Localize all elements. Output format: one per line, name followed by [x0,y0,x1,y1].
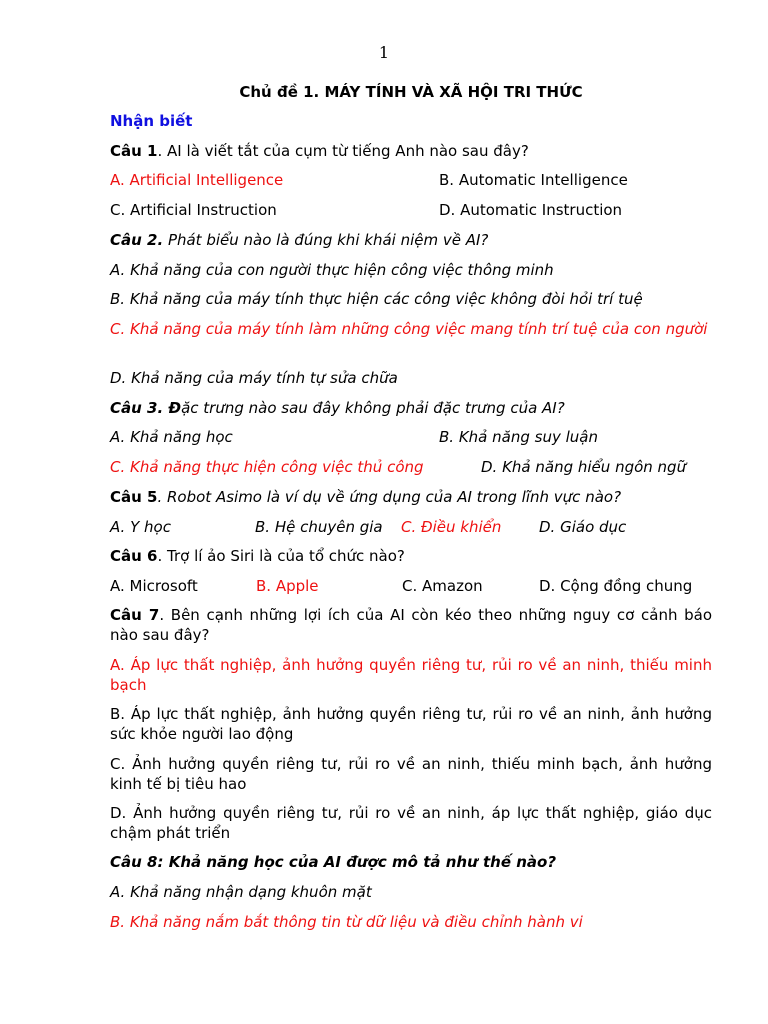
question-2-option-c: C. Khả năng của máy tính làm những công việc mang tính trí tuệ của con người [110,320,708,338]
question-3-text-bold: Đ [163,399,182,417]
question-7-text: . Bên cạnh những lợi ích của AI còn kéo theo những nguy cơ cảnh báo nào sau đây? [110,606,712,644]
question-1-option-a: A. Artificial Intelligence [110,171,284,189]
question-6-label: Câu 6 [110,547,158,565]
question-2-text: Phát biểu nào là đúng khi khái niệm về AI? [163,231,489,249]
question-1-option-b: B. Automatic Intelligence [439,171,628,189]
question-7-option-d: D. Ảnh hưởng quyền riêng tư, rủi ro về an ninh, áp lực thất nghiệp, giáo dục chậm phát triển [110,804,712,842]
question-5-option-c: C. Điều khiển [401,518,502,536]
question-2 [110,230,712,250]
question-5-option-a: A. Y học [110,518,171,536]
question-2-option-d: D. Khả năng của máy tính tự sửa chữa [110,369,398,387]
question-6-text: . Trợ lí ảo Siri là của tổ chức nào? [157,547,405,565]
question-8-option-b: B. Khả năng nắm bắt thông tin từ dữ liệu và điều chỉnh hành vi [110,913,583,931]
question-3-text: ặc trưng nào sau đây không phải đặc trưng của AI? [181,399,565,417]
question-1 [110,141,712,161]
question-3-label: Câu 3. [110,399,164,417]
question-7 [110,605,712,645]
question-5-option-b: B. Hệ chuyên gia [255,518,383,536]
question-3-option-a: A. Khả năng học [110,428,233,446]
question-6-option-d: D. Cộng đồng chung [539,577,693,595]
question-3-option-c: C. Khả năng thực hiện công việc thủ công [110,458,424,476]
question-2-label: Câu 2. [110,231,164,249]
question-7-option-b: B. Áp lực thất nghiệp, ảnh hưởng quyền riêng tư, rủi ro về an ninh, ảnh hưởng sức khỏe người lao động [110,705,712,743]
question-6-option-b: B. Apple [256,577,319,595]
question-8-option-a: A. Khả năng nhận dạng khuôn mặt [110,883,372,901]
question-6-option-a: A. Microsoft [110,577,198,595]
question-5-text: . Robot Asimo là ví dụ về ứng dụng của AI trong lĩnh vực nào? [157,488,622,506]
question-6-option-c: C. Amazon [402,577,483,595]
question-6 [110,546,712,566]
question-7-label: Câu 7 [110,606,160,624]
question-7-option-a: A. Áp lực thất nghiệp, ảnh hưởng quyền riêng tư, rủi ro về an ninh, thiếu minh bạch [110,656,712,694]
section-heading: Nhận biết [110,112,193,130]
question-5-option-d: D. Giáo dục [539,518,627,536]
question-5-label: Câu 5 [110,488,158,506]
question-5 [110,487,712,507]
question-1-option-c: C. Artificial Instruction [110,201,277,219]
question-3-option-d: D. Khả năng hiểu ngôn ngữ [481,458,687,476]
question-2-option-b: B. Khả năng của máy tính thực hiện các công việc không đòi hỏi trí tuệ [110,290,643,308]
question-1-option-d: D. Automatic Instruction [439,201,623,219]
question-1-text: . AI là viết tắt của cụm từ tiếng Anh nào sau đây? [157,142,529,160]
question-2-option-a: A. Khả năng của con người thực hiện công việc thông minh [110,261,554,279]
document-title: Chủ đề 1. MÁY TÍNH VÀ XÃ HỘI TRI THỨC [239,83,583,101]
question-1-label: Câu 1 [110,142,158,160]
question-7-option-c: C. Ảnh hưởng quyền riêng tư, rủi ro về an ninh, thiếu minh bạch, ảnh hưởng kinh tế bị tiêu hao [110,755,712,793]
question-3 [110,398,712,418]
question-3-option-b: B. Khả năng suy luận [439,428,598,446]
question-8: Câu 8: Khả năng học của AI được mô tả như thế nào? [110,853,557,871]
page-number: 1 [378,43,390,62]
